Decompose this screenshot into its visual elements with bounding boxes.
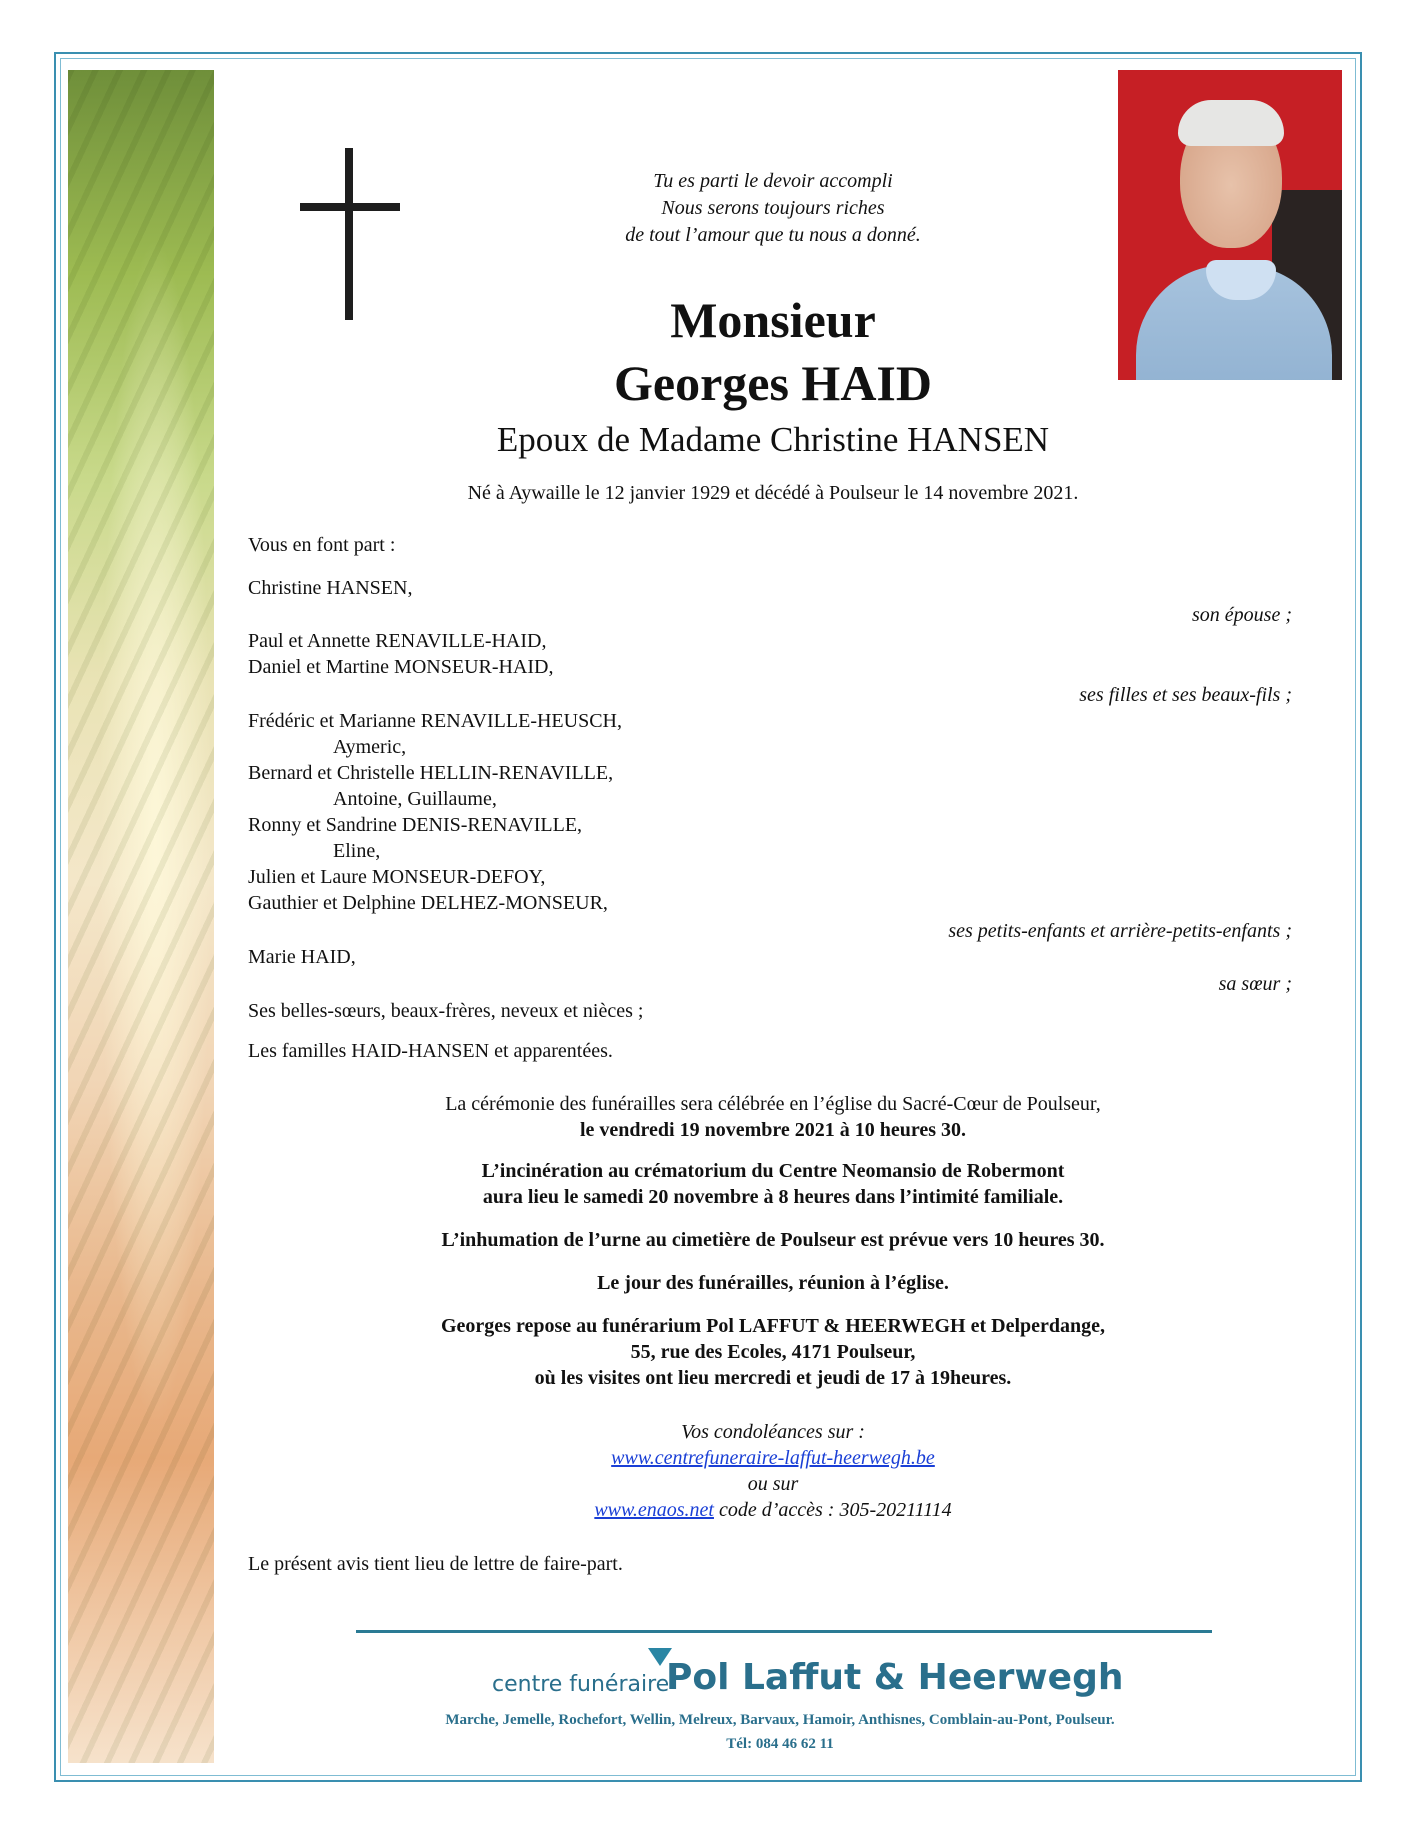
- in-laws-line: Ses belles-sœurs, beaux-frères, neveux et nièces ;: [248, 1000, 644, 1022]
- ceremony-line-2: le vendredi 19 novembre 2021 à 10 heures 30.: [579, 1119, 967, 1141]
- sister-name: Marie HAID,: [248, 946, 356, 968]
- condolences-link-row-2: [248, 1499, 1298, 1522]
- logo-towns: Marche, Jemelle, Rochefort, Wellin, Melreux, Barvaux, Hamoir, Anthisnes, Comblain-au-Pont, Poulseur.: [445, 1712, 1115, 1728]
- ceremony-line-1: La cérémonie des funérailles sera célébrée en l’église du Sacré-Cœur de Poulseur,: [445, 1093, 1101, 1115]
- grandchild-line: Julien et Laure MONSEUR-DEFOY,: [248, 866, 546, 888]
- spouse-name: Christine HANSEN,: [248, 577, 413, 599]
- closing-line: Le présent avis tient lieu de lettre de faire-part.: [248, 1553, 623, 1575]
- spouse-role: son épouse ;: [1192, 604, 1292, 626]
- title-monsieur: Monsieur: [670, 292, 876, 348]
- birth-death-line: Né à Aywaille le 12 janvier 1929 et décédé à Poulseur le 14 novembre 2021.: [467, 482, 1079, 504]
- child-1: Paul et Annette RENAVILLE-HAID,: [248, 630, 547, 652]
- condolences-link-row-1: [248, 1447, 1298, 1470]
- child-2: Daniel et Martine MONSEUR-HAID,: [248, 656, 554, 678]
- funeral-center-link[interactable]: www.centrefuneraire-laffut-heerwegh.be: [611, 1447, 935, 1469]
- condolences-or: ou sur: [747, 1473, 799, 1495]
- grandchild-line: Aymeric,: [333, 736, 407, 758]
- grandchild-line: Antoine, Guillaume,: [333, 788, 497, 810]
- poem-line-3: de tout l’amour que tu nous a donné.: [625, 224, 921, 246]
- logo-small-text: centre funéraire: [492, 1672, 670, 1697]
- access-code-text: code d’accès : 305-20211114: [713, 1499, 952, 1521]
- grandchild-line: Frédéric et Marianne RENAVILLE-HEUSCH,: [248, 710, 622, 732]
- logo-divider: [356, 1630, 1212, 1633]
- repose-line-2: 55, rue des Ecoles, 4171 Poulseur,: [630, 1341, 916, 1363]
- poem-line-1: Tu es parti le devoir accompli: [653, 170, 893, 192]
- title-name: Georges HAID: [614, 355, 932, 411]
- cremation-line-1: L’incinération au crématorium du Centre Neomansio de Robermont: [481, 1160, 1065, 1182]
- inhumation-line: L’inhumation de l’urne au cimetière de Poulseur est prévue vers 10 heures 30.: [441, 1229, 1105, 1251]
- cremation-line-2: aura lieu le samedi 20 novembre à 8 heures dans l’intimité familiale.: [482, 1186, 1064, 1208]
- grandchildren-role: ses petits-enfants et arrière-petits-enfants ;: [948, 920, 1292, 942]
- grandchild-line: Bernard et Christelle HELLIN-RENAVILLE,: [248, 762, 614, 784]
- grandchild-line: Eline,: [333, 840, 381, 862]
- grandchild-line: Ronny et Sandrine DENIS-RENAVILLE,: [248, 814, 583, 836]
- logo-phone: Tél: 084 46 62 11: [726, 1736, 834, 1752]
- enaos-link[interactable]: www.enaos.net: [594, 1499, 714, 1521]
- forest-path-photo: [68, 70, 214, 1763]
- logo-company-name: Pol Laffut & Heerwegh: [666, 1657, 1124, 1698]
- children-role: ses filles et ses beaux-fils ;: [1079, 684, 1292, 706]
- grandchild-line: Gauthier et Delphine DELHEZ-MONSEUR,: [248, 892, 608, 914]
- condolences-label: Vos condoléances sur :: [681, 1421, 865, 1443]
- intro-text: Vous en font part :: [248, 534, 396, 556]
- families-line: Les familles HAID-HANSEN et apparentées.: [248, 1040, 613, 1062]
- repose-line-1: Georges repose au funérarium Pol LAFFUT & HEERWEGH et Delperdange,: [440, 1315, 1106, 1337]
- reunion-line: Le jour des funérailles, réunion à l’église.: [597, 1272, 949, 1294]
- repose-line-3: où les visites ont lieu mercredi et jeudi de 17 à 19heures.: [534, 1367, 1012, 1389]
- poem-line-2: Nous serons toujours riches: [661, 197, 885, 219]
- spouse-line: Epoux de Madame Christine HANSEN: [496, 420, 1050, 459]
- sister-role: sa sœur ;: [1218, 973, 1292, 995]
